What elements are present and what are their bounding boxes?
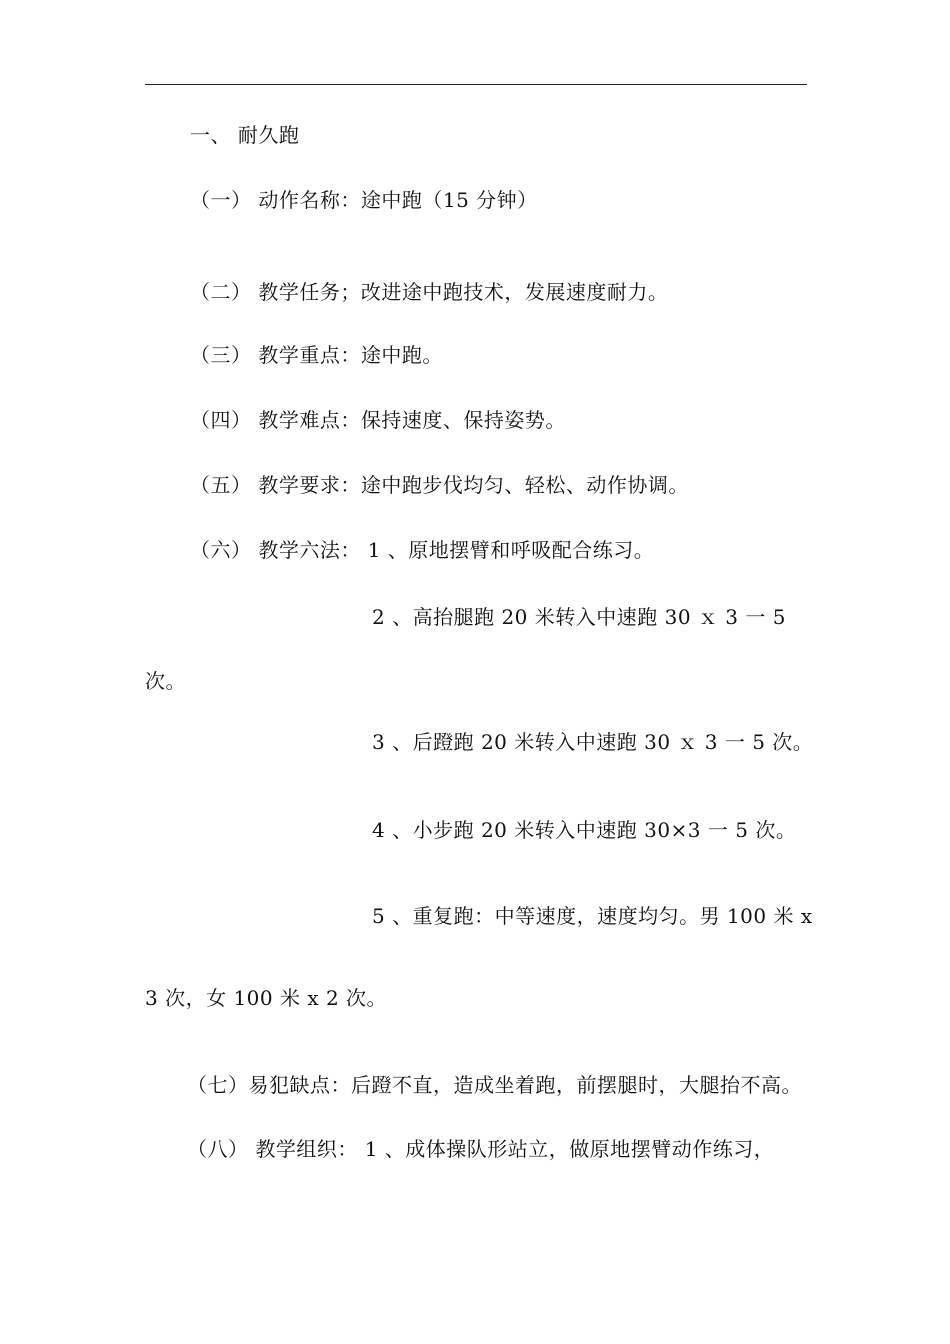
item-teaching-organization: （八） 教学组织： 1 、成体操队形站立，做原地摆臂动作练习， [187,1137,775,1161]
item-teaching-requirement: （五） 教学要求：途中跑步伐均匀、轻松、动作协调。 [190,473,689,497]
item-action-name: （一） 动作名称：途中跑（15 分钟） [190,188,538,212]
section-heading: 一、 耐久跑 [190,123,300,147]
item-common-faults: （七）易犯缺点：后蹬不直，造成坐着跑，前摆腿时，大腿抬不高。 [187,1073,802,1097]
item-teaching-methods: （六） 教学六法： 1 、原地摆臂和呼吸配合练习。 [190,538,655,562]
method-line-5: 5 、重复跑：中等速度，速度均匀。男 100 米 x [372,904,813,928]
method-line-2: 2 、高抬腿跑 20 米转入中速跑 30 ｘ 3 一 5 [372,605,786,629]
method-line-5-cont: 3 次，女 100 米 x 2 次。 [145,986,388,1010]
method-line-4: 4 、小步跑 20 米转入中速跑 30×3 一 5 次。 [372,818,797,842]
item-teaching-difficulty: （四） 教学难点：保持速度、保持姿势。 [190,408,566,432]
item-teaching-focus: （三） 教学重点：途中跑。 [190,343,443,367]
method-line-3: 3 、后蹬跑 20 米转入中速跑 30 ｘ 3 一 5 次。 [372,730,814,754]
item-teaching-task: （二） 教学任务；改进途中跑技术，发展速度耐力。 [190,280,669,304]
method-line-2-cont: 次。 [145,669,186,693]
header-rule [145,84,807,85]
